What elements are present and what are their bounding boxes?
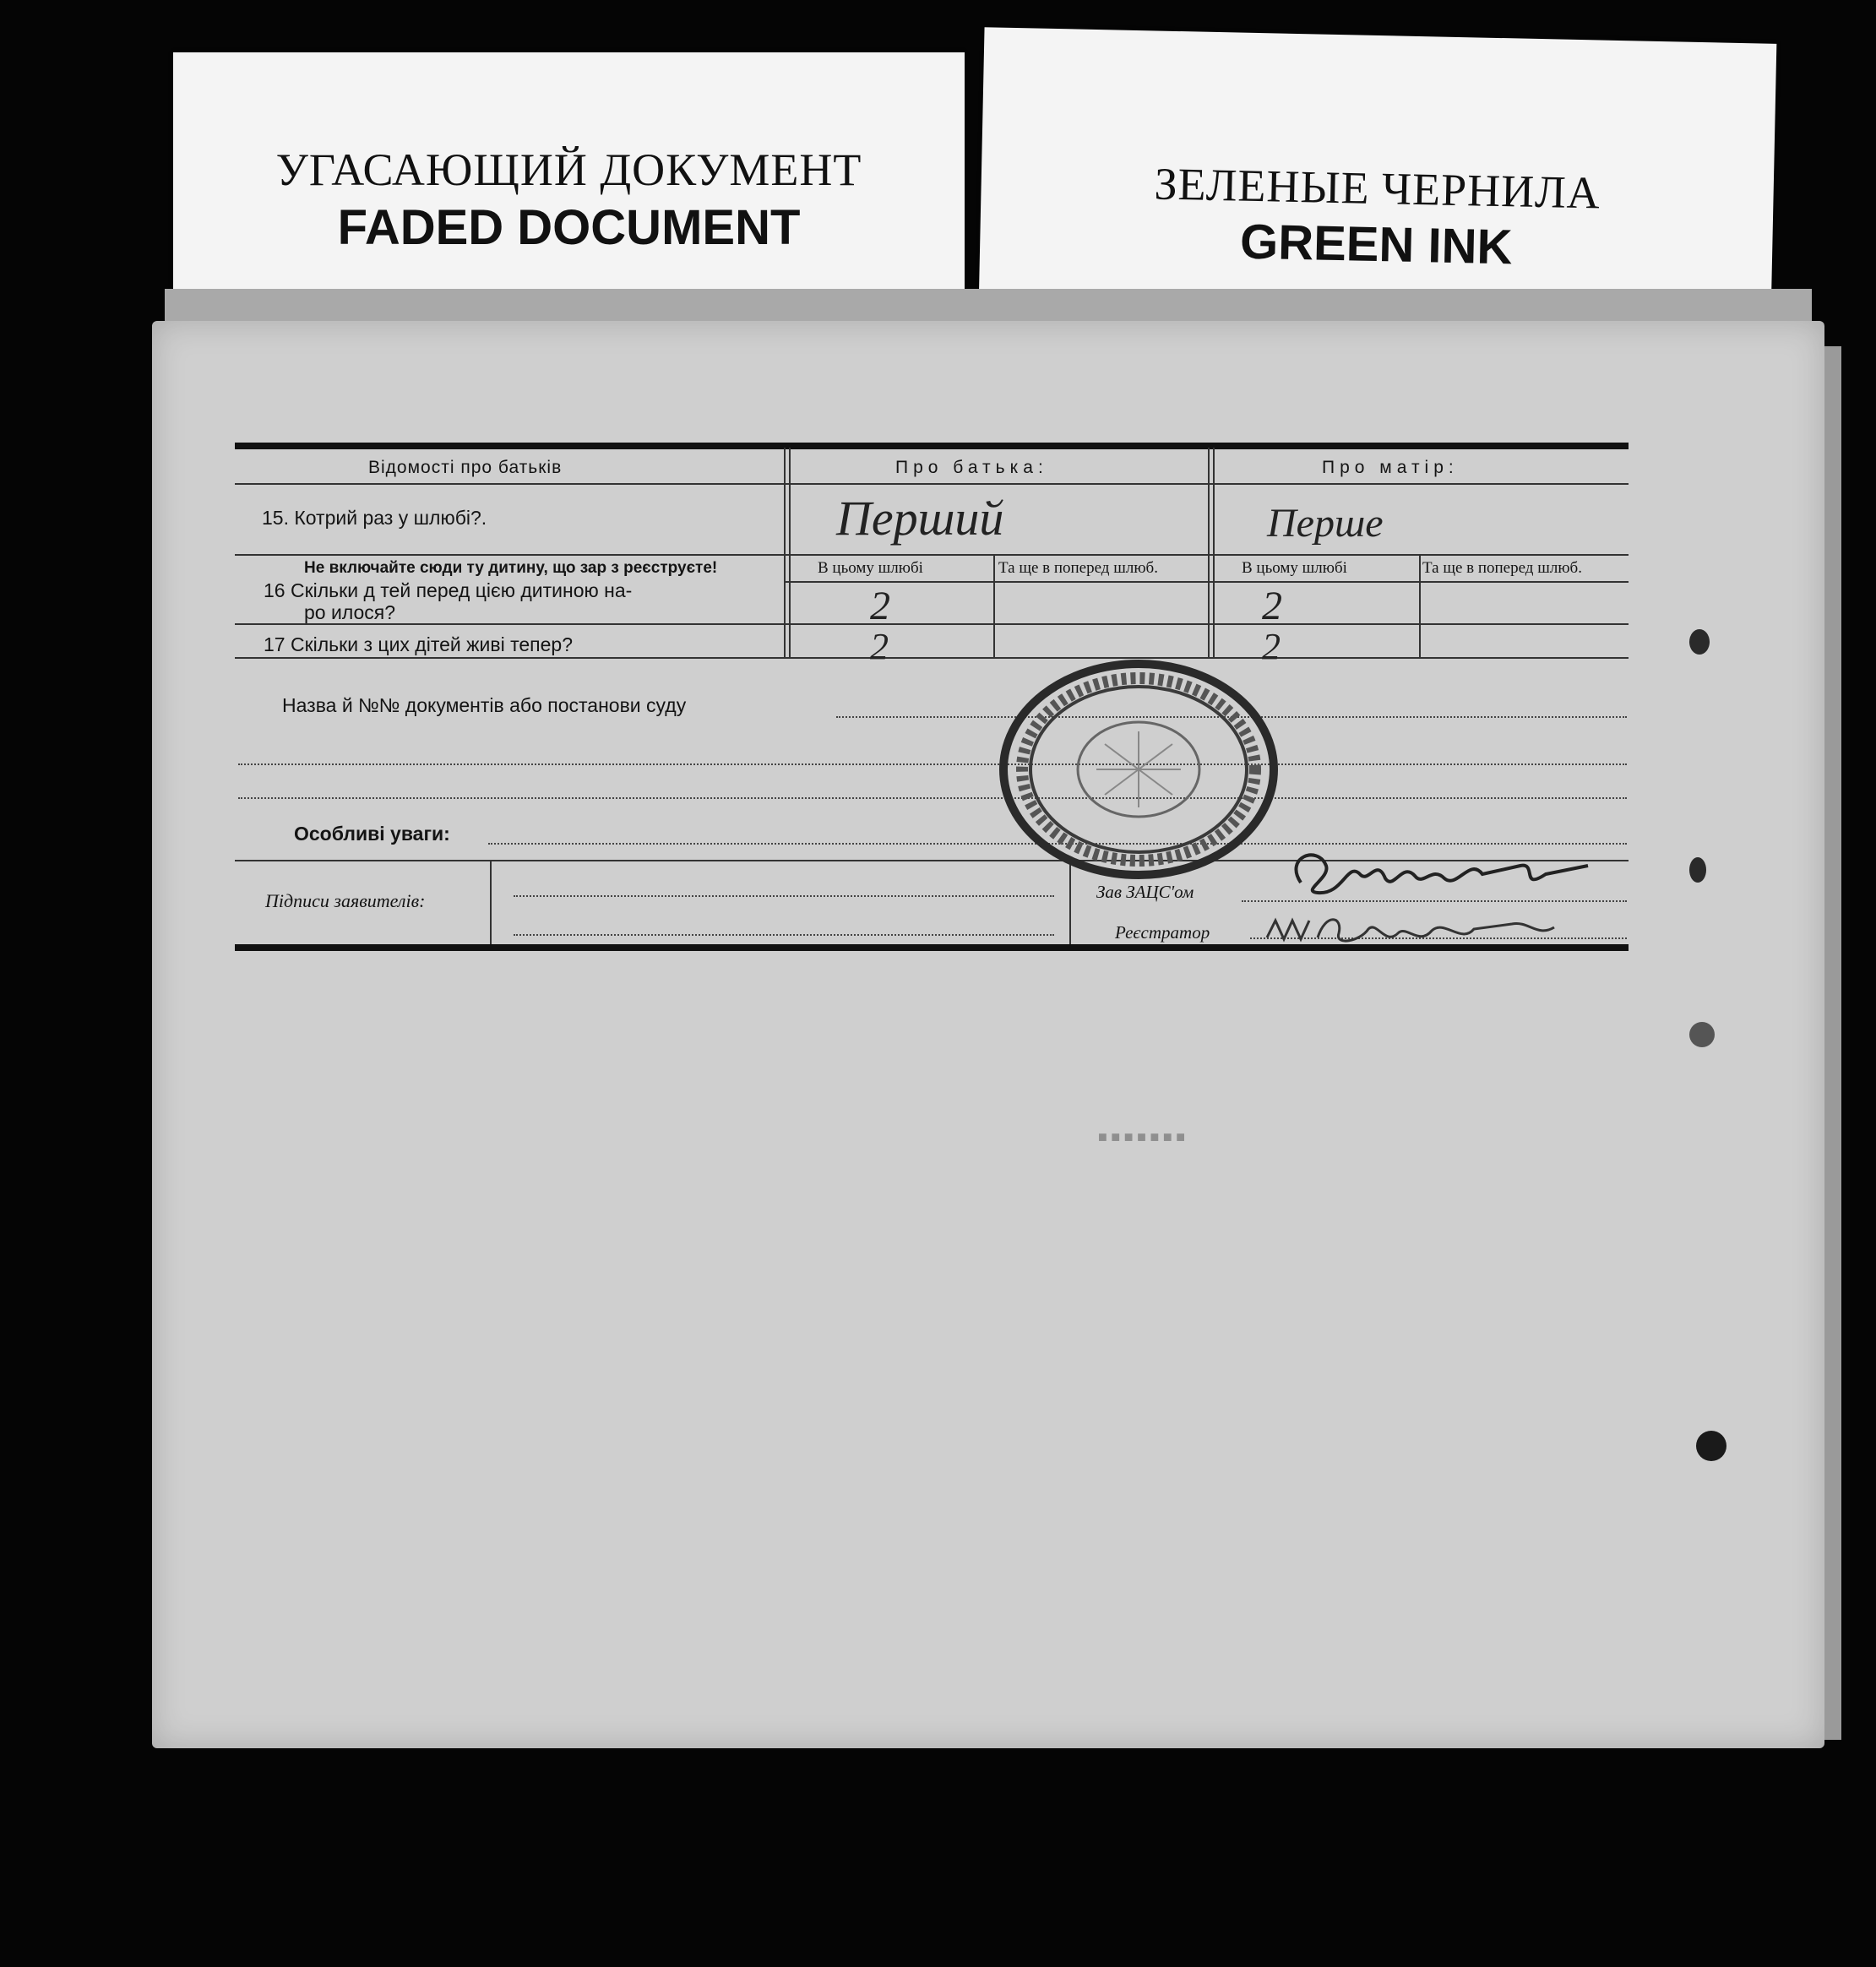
row17-label: 17 Скільки з цих дітей живі тепер? [264,633,573,655]
signature-line-1 [514,895,1054,897]
ghost-print: ■ ■ ■ ■ ■ ■ ■ [1098,1128,1186,1145]
documents-label: Назва й №№ документів або постанови суду [282,694,687,716]
row17-father-value: 2 [870,626,889,667]
top-rule [235,443,1629,449]
green-label-english: GREEN INK [1239,214,1514,275]
signature-separator-1 [490,860,492,944]
row16-label-line1: 16 Скільки д тей перед цією дитиною на- [264,579,633,601]
col-separator-1 [784,448,786,657]
documents-line-3 [238,797,1627,799]
header-about-mother: Про матір: [1322,458,1459,477]
edge-notch [1689,629,1710,655]
green-label-russian: ЗЕЛЕНЫЕ ЧЕРНИЛА [1153,158,1601,219]
punch-hole [1689,1022,1715,1047]
row16-father-value: 2 [870,584,890,628]
head-of-registry-label: Зав ЗАЦС'ом [1096,882,1194,902]
header-underline [235,483,1629,485]
signature-line-2 [514,934,1054,936]
subheader-underline [786,581,1629,583]
faded-label-russian: УГАСАЮЩИЙ ДОКУМЕНТ [275,144,862,195]
documents-line-2 [238,763,1627,765]
header-parents-info: Відомості про батьків [368,458,563,477]
official-round-stamp [995,655,1282,883]
green-ink-label [979,27,1777,323]
father-prev-marriage-header: Та ще в поперед шлюб. [998,559,1158,577]
row17-underline [235,657,1629,659]
head-handwritten-signature [1267,840,1605,908]
row15-father-value: Перший [836,491,1004,546]
signatures-label: Підписи заявителів: [265,890,426,911]
row16-mother-value: 2 [1262,584,1282,628]
father-this-marriage-header: В цьому шлюбі [818,559,923,577]
registrar-handwritten-signature [1259,904,1563,954]
row15-label: 15. Котрий раз у шлюбі?. [262,507,487,529]
row16-label-line2: ро илося? [304,601,396,623]
mother-this-marriage-header: В цьому шлюбі [1242,559,1347,577]
col-separator-2b [1213,448,1215,657]
col-separator-1b [789,448,791,657]
faded-label-english: FADED DOCUMENT [337,200,801,255]
punch-hole [1696,1431,1726,1461]
edge-notch [1689,857,1706,883]
faded-document-label [173,52,965,306]
col-separator-2 [1208,448,1210,657]
col-separator-father-sub [993,554,995,657]
registrar-label: Реєстратор [1115,922,1210,943]
header-about-father: Про батька: [895,458,1048,477]
row17-mother-value: 2 [1262,626,1281,667]
row16-note: Не включайте сюди ту дитину, що зар з реєструєте! [304,559,718,577]
remarks-label: Особливі уваги: [294,823,450,845]
row15-mother-value: Перше [1267,501,1384,546]
mother-prev-marriage-header: Та ще в поперед шлюб. [1422,559,1582,577]
col-separator-mother-sub [1419,554,1421,657]
